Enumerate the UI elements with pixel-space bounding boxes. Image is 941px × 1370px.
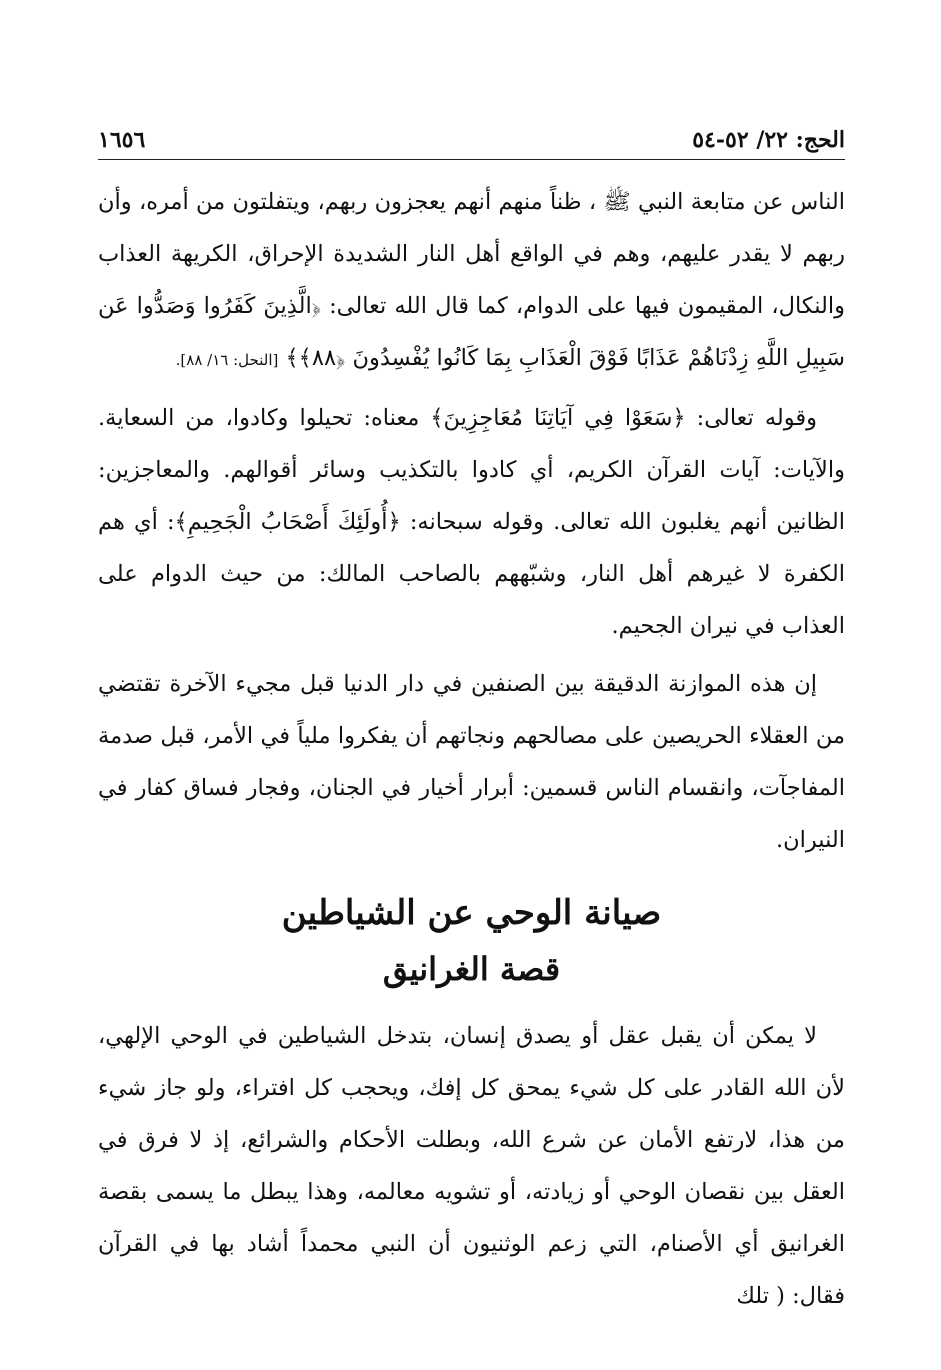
running-title: الحج: ٢٢/ ٥٢-٥٤ xyxy=(692,127,845,153)
page-number: ١٦٥٦ xyxy=(98,127,146,153)
paragraph-text: لا يمكن أن يقبل عقل أو يصدق إنسان، بتدخل الشياطين في الوحي الإلهي، لأن الله القادر على كل شيء يمحق كل إفك، ويحجب كل افتراء، ولو جاز شيء من هذا، لارتفع الأمان عن شرع الله، وبطلت الأحكام والشرائع، إذ لا فرق في العقل بين نقصان الوحي أو زيادته، أو تشويه معالمه، وهذا يبطل ما يسمى بقصة الغرانيق أي الأصنام، التي زعم الوثنيون أن النبي محمداً أشاد بها في القرآن فقال: ( تلك xyxy=(98,1023,845,1309)
page-header xyxy=(98,118,845,160)
paragraph xyxy=(98,176,845,386)
paragraph xyxy=(98,658,845,866)
paragraph-text: الناس عن متابعة النبي ﷺ ، ظناً منهم أنهم يعجزون ربهم، ويتفلتون من أمره، وأن ربهم لا يقدر عليهم، وهم في الواقع أهل النار الشديدة الإحراق، الكريهة العذاب والنكال، المقيمون فيها على الدوام، كما قال الله تعالى: ﴿الَّذِينَ كَفَرُوا وَصَدُّوا عَن سَبِيلِ اللَّهِ زِدْنَاهُمْ عَذَابًا فَوْقَ الْعَذَابِ بِمَا كَانُوا يُفْسِدُونَ ﴿٨٨﴾﴾ xyxy=(98,189,845,371)
section-title: صيانة الوحي عن الشياطين xyxy=(281,893,662,933)
paragraph xyxy=(98,1010,845,1322)
quran-citation: [النحل: ١٦/ ٨٨]. xyxy=(175,351,279,369)
paragraph-text: إن هذه الموازنة الدقيقة بين الصنفين في دار الدنيا قبل مجيء الآخرة تقتضي من العقلاء الحريصين على مصالحهم ونجاتهم أن يفكروا ملياً في الأمر، قبل صدمة المفاجآت، وانقسام الناس قسمين: أبرار أخيار في الجنان، وفجار فساق كفار في النيران. xyxy=(98,671,845,853)
section-subtitle: قصة الغرانيق xyxy=(382,950,561,988)
section-heading xyxy=(98,885,845,997)
main-text xyxy=(98,176,845,872)
paragraph xyxy=(98,392,845,652)
paragraph-text: وقوله تعالى: ﴿سَعَوْا فِي آيَاتِنَا مُعَاجِزِينَ﴾ معناه: تحيلوا وكادوا، من السعاية. والآيات: آيات القرآن الكريم، أي كادوا بالتكذيب وسائر أقوالهم. والمعاجزين: الظانين أنهم يغلبون الله تعالى. وقوله سبحانه: ﴿أُولَئِكَ أَصْحَابُ الْجَحِيمِ﴾: أي هم الكفرة لا غيرهم أهل النار، وشبّههم بالصاحب المالك: من حيث الدوام على العذاب في نيران الجحيم. xyxy=(98,405,845,639)
section-text xyxy=(98,1010,845,1328)
